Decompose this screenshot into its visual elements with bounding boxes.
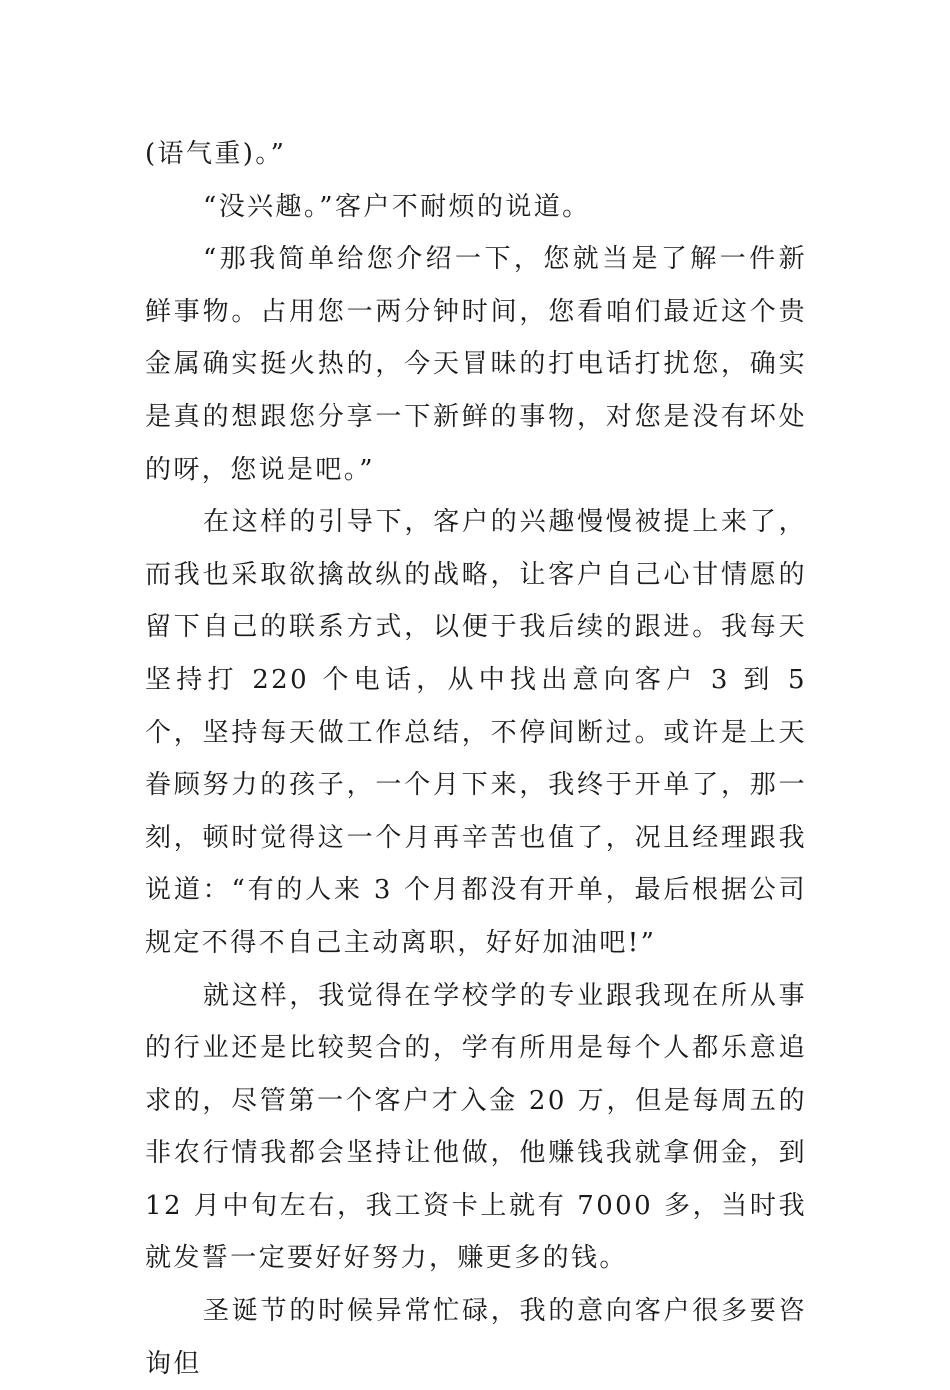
document-body xyxy=(145,128,807,1390)
paragraph-4: 在这样的引导下，客户的兴趣慢慢被提上来了，而我也采取欲擒故纵的战略，让客户自己心甘情愿的留下自己的联系方式，以便于我后续的跟进。我每天坚持打 220 个电话，从中找出意向客户 3 到 5 个，坚持每天做工作总结，不停间断过。或许是上天眷顾努力的孩子，一个月下来，我终于开单了，那一刻，顿时觉得这一个月再辛苦也值了，况且经理跟我说道：“有的人来 3 个月都没有开单，最后根据公司规定不得不自己主动离职，好好加油吧!” xyxy=(145,507,807,958)
paragraph-3: “那我简单给您介绍一下，您就当是了解一件新鲜事物。占用您一两分钟时间，您看咱们最近这个贵金属确实挺火热的，今天冒昧的打电话打扰您，确实是真的想跟您分享一下新鲜的事物，对您是没有坏处的呀，您说是吧。” xyxy=(145,244,807,485)
paragraph-1: (语气重)。” xyxy=(145,139,287,169)
paragraph-6: 圣诞节的时候异常忙碌，我的意向客户很多要咨询但 xyxy=(145,1296,807,1379)
paragraph-2: “没兴趣。”客户不耐烦的说道。 xyxy=(203,191,591,222)
paragraph-5: 就这样，我觉得在学校学的专业跟我现在所从事的行业还是比较契合的，学有所用是每个人都乐意追求的，尽管第一个客户才入金 20 万，但是每周五的非农行情我都会坚持让他做，他赚钱我就拿佣金，到 12 月中旬左右，我工资卡上就有 7000 多，当时我就发誓一定要好好努力，赚更多的钱。 xyxy=(145,980,807,1274)
